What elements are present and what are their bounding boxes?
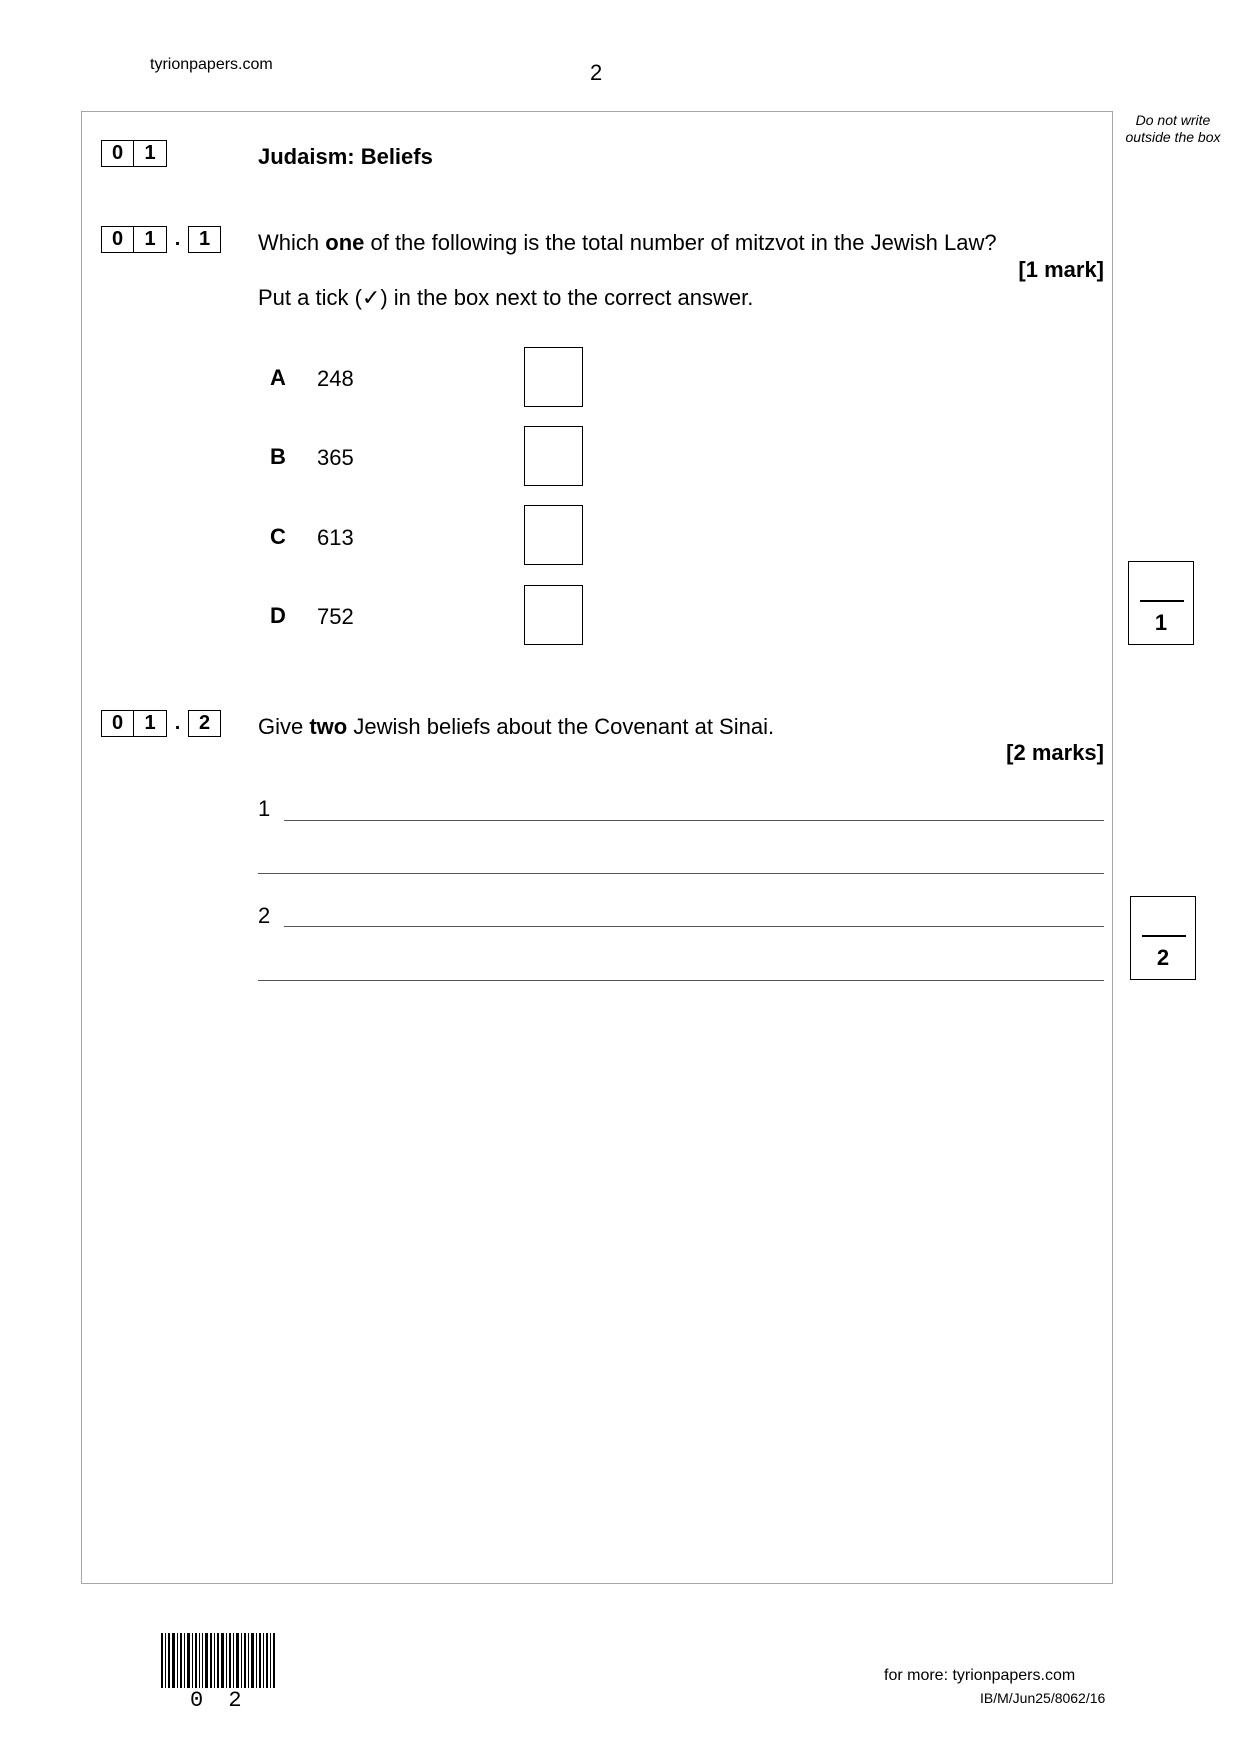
question-number-digit: 2 [188,710,221,737]
option-letter: D [270,603,286,628]
barcode [161,1633,276,1688]
question-01-2-text [258,714,774,740]
option-value: 248 [317,366,354,391]
question-01-2-mark-box [1130,896,1196,980]
option-b-tickbox[interactable] [524,426,583,486]
question-number-digit: 1 [134,710,167,737]
footer-more-link[interactable]: for more: tyrionpapers.com [884,1667,1076,1684]
answer-line-2[interactable] [284,926,1104,927]
question-number-dot: . [174,712,181,734]
barcode-number: 0 2 [190,1688,248,1713]
answer-line-1-continued[interactable] [258,873,1104,874]
answer-line-1[interactable] [284,820,1104,821]
header-site: tyrionpapers.com [150,56,273,73]
question-number-dot: . [174,228,181,250]
question-text-post: of the following is the total number of mitzvot in the Jewish Law? [364,230,997,255]
option-c-tickbox[interactable] [524,505,583,565]
section-number-digit: 0 [101,140,134,167]
mark-box-divider [1140,600,1184,602]
answer-line-2-continued[interactable] [258,980,1104,981]
question-01-1-text [258,230,997,256]
option-letter: B [270,444,286,469]
question-text-bold: one [325,230,365,255]
option-value: 752 [317,604,354,629]
option-d-tickbox[interactable] [524,585,583,645]
question-number-digit: 0 [101,710,134,737]
option-a-tickbox[interactable] [524,347,583,407]
question-text-post: Jewish beliefs about the Covenant at Sinai. [347,714,775,739]
footer-reference: IB/M/Jun25/8062/16 [980,1690,1106,1706]
question-text-pre: Give [258,714,310,739]
question-text-bold: two [309,714,348,739]
question-01-1-mark-box [1128,561,1194,645]
option-letter: A [270,365,286,390]
question-01-2-marks: [2 marks] [1006,740,1104,765]
mark-box-divider [1142,935,1186,937]
mark-box-total: 2 [1156,945,1170,970]
question-number-01-1 [101,226,221,253]
answer-line-number: 1 [258,796,271,821]
mark-box-total: 1 [1154,610,1168,635]
section-number-digit: 1 [134,140,167,167]
option-value: 613 [317,525,354,550]
answer-frame [81,111,1113,1584]
section-number [101,140,167,167]
option-value: 365 [317,445,354,470]
question-01-1-instruction: Put a tick (✓) in the box next to the correct answer. [258,285,754,310]
section-title: Judaism: Beliefs [258,144,433,169]
question-number-digit: 1 [134,226,167,253]
question-text-pre: Which [258,230,326,255]
answer-line-number: 2 [258,903,271,928]
option-letter: C [270,524,286,549]
margin-note: Do not write outside the box [1125,112,1221,145]
question-number-digit: 1 [188,226,221,253]
page-number: 2 [590,60,603,85]
question-number-01-2 [101,710,221,737]
question-01-1-marks: [1 mark] [1018,257,1104,282]
question-number-digit: 0 [101,226,134,253]
